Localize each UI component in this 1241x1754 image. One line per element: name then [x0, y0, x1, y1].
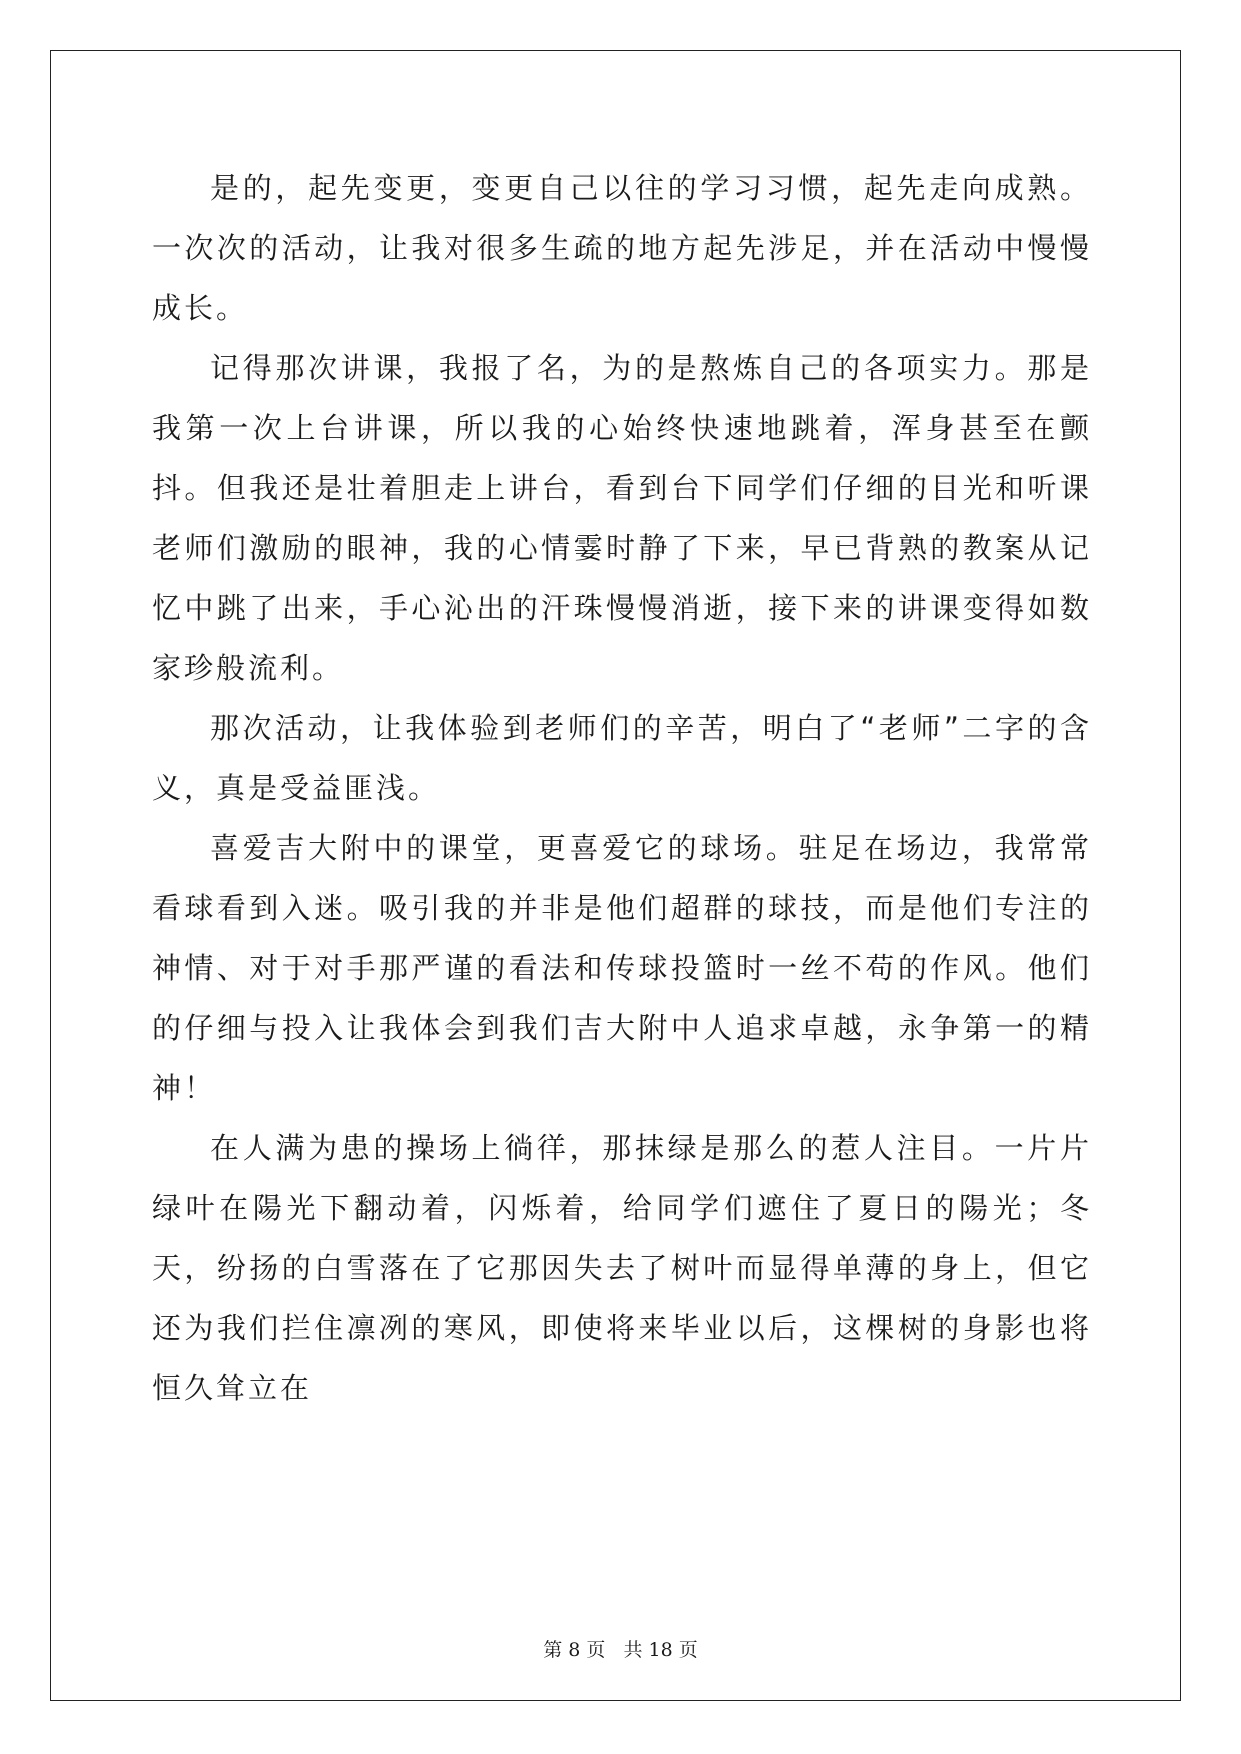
page-number: 第 8 页: [543, 1639, 606, 1661]
document-body: [152, 158, 1092, 1418]
page-footer: [0, 1635, 1241, 1662]
paragraph: 喜爱吉大附中的课堂，更喜爱它的球场。驻足在场边，我常常看球看到入迷。吸引我的并非是他们超群的球技，而是他们专注的神情、对于对手那严谨的看法和传球投篮时一丝不苟的作风。他们的仔细与投入让我体会到我们吉大附中人追求卓越，永争第一的精神！: [152, 831, 1092, 1105]
paragraph: 是的，起先变更，变更自己以往的学习习惯，起先走向成熟。一次次的活动，让我对很多生疏的地方起先涉足，并在活动中慢慢成长。: [152, 171, 1092, 325]
page-total: 共 18 页: [623, 1639, 698, 1661]
paragraph: 那次活动，让我体验到老师们的辛苦，明白了“老师”二字的含义，真是受益匪浅。: [152, 711, 1092, 805]
paragraph: 记得那次讲课，我报了名，为的是熬炼自己的各项实力。那是我第一次上台讲课，所以我的心始终快速地跳着，浑身甚至在颤抖。但我还是壮着胆走上讲台，看到台下同学们仔细的目光和听课老师们激励的眼神，我的心情霎时静了下来，早已背熟的教案从记忆中跳了出来，手心沁出的汗珠慢慢消逝，接下来的讲课变得如数家珍般流利。: [152, 351, 1092, 685]
paragraph: 在人满为患的操场上徜徉，那抹绿是那么的惹人注目。一片片绿叶在陽光下翻动着，闪烁着，给同学们遮住了夏日的陽光；冬天，纷扬的白雪落在了它那因失去了树叶而显得单薄的身上，但它还为我们拦住凛冽的寒风，即使将来毕业以后，这棵树的身影也将恒久耸立在: [152, 1131, 1092, 1405]
